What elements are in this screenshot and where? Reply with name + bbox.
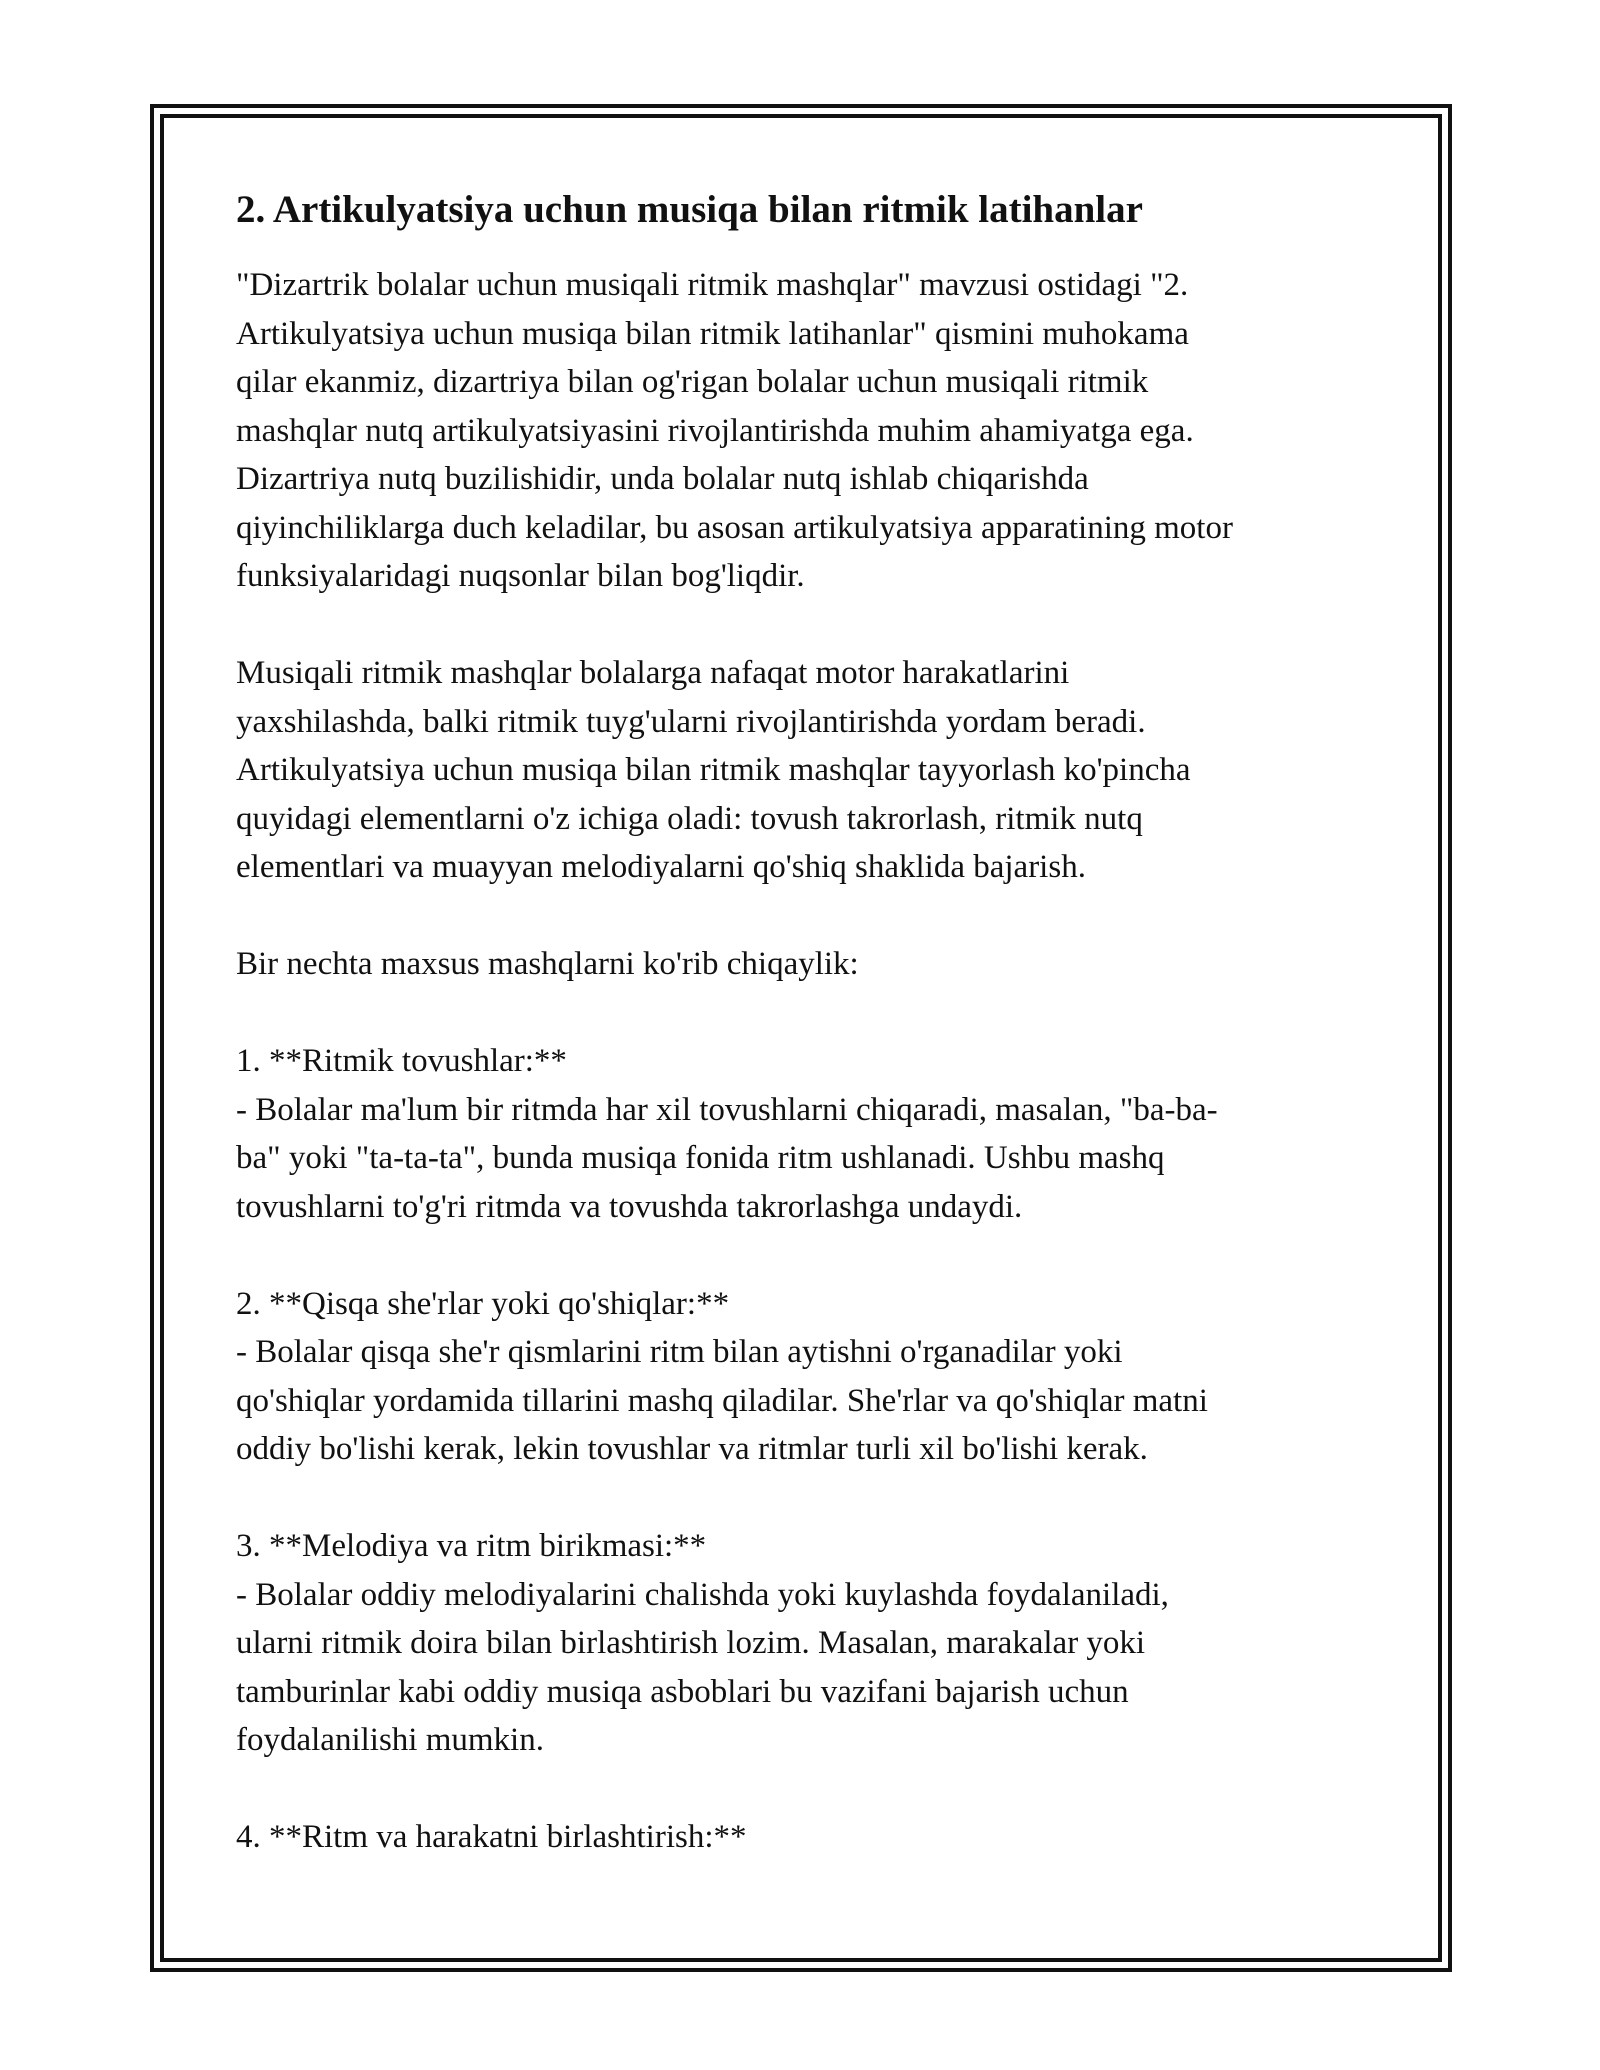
paragraph-spacer: [236, 1474, 1366, 1523]
paragraph-spacer: [236, 892, 1366, 941]
list-item: [236, 1280, 1366, 1474]
intro-paragraph: "Dizartrik bolalar uchun musiqali ritmik mashqlar" mavzusi ostidagi "2. Artikulyatsiya uchun musiqa bilan ritmik latihanlar" qismini muhokama qilar ekanmiz, dizartriya bilan og'rigan bolalar uchun musiqali ritmik mashqlar nutq artikulyatsiyasini rivojlantirishda muhim ahamiyatga ega. Dizartriya nutq buzilishidir, unda bolalar nutq ishlab chiqarishda qiyinchiliklarga duch keladilar, bu asosan artikulyatsiya apparatining motor funksiyalaridagi nuqsonlar bilan bog'liqdir.: [236, 267, 1233, 594]
list-item-title: 2. **Qisqa she'rlar yoki qo'shiqlar:**: [236, 1285, 730, 1322]
paragraph-spacer: [236, 989, 1366, 1038]
section-heading: 2. Artikulyatsiya uchun musiqa bilan ritmik latihanlar: [236, 188, 1143, 231]
paragraph-spacer: [236, 601, 1366, 650]
paragraph-spacer: [236, 1765, 1366, 1814]
list-item-title: 3. **Melodiya va ritm birikmasi:**: [236, 1528, 707, 1564]
list-item-body: - Bolalar qisqa she'r qismlarini ritm bilan aytishni o'rganadilar yoki qo'shiqlar yordamida tillarini mashq qiladilar. She'rlar va qo'shiqlar matni oddiy bo'lishi kerak, lekin tovushlar va ritmlar turli xil bo'lishi kerak.: [236, 1334, 1208, 1467]
list-item-body: - Bolalar ma'lum bir ritmda har xil tovushlarni chiqaradi, masalan, "ba-ba- ba" yoki "ta-ta-ta", bunda musiqa fonida ritm ushlanadi. Ushbu mashq tovushlarni to'g'ri ritmda va tovushda takrorlashga undaydi.: [236, 1091, 1218, 1225]
list-item-title: 1. **Ritmik tovushlar:**: [236, 1043, 567, 1079]
paragraph-spacer: [236, 1231, 1366, 1280]
body-paragraph: Musiqali ritmik mashqlar bolalarga nafaqat motor harakatlarini yaxshilashda, balki ritmik tuyg'ularni rivojlantirishda yordam beradi. Artikulyatsiya uchun musiqa bilan ritmik mashqlar tayyorlash ko'pincha quyidagi elementlarni o'z ichiga oladi: tovush takrorlash, ritmik nutq elementlari va muayyan melodiyalarni qo'shiq shaklida bajarish.: [236, 655, 1191, 885]
document-content: [236, 185, 1366, 1862]
exercises-intro-paragraph: Bir nechta maxsus mashqlarni ko'rib chiqaylik:: [236, 946, 859, 982]
list-item: [236, 1037, 1366, 1231]
list-item-body: - Bolalar oddiy melodiyalarini chalishda yoki kuylashda foydalaniladi, ularni ritmik doira bilan birlashtirish lozim. Masalan, marakalar yoki tamburinlar kabi oddiy musiqa asboblari bu vazifani bajarish uchun foydalanilishi mumkin.: [236, 1576, 1169, 1758]
list-item-title: 4. **Ritm va harakatni birlashtirish:**: [236, 1819, 747, 1855]
list-item: [236, 1813, 1366, 1862]
list-item: [236, 1522, 1366, 1765]
